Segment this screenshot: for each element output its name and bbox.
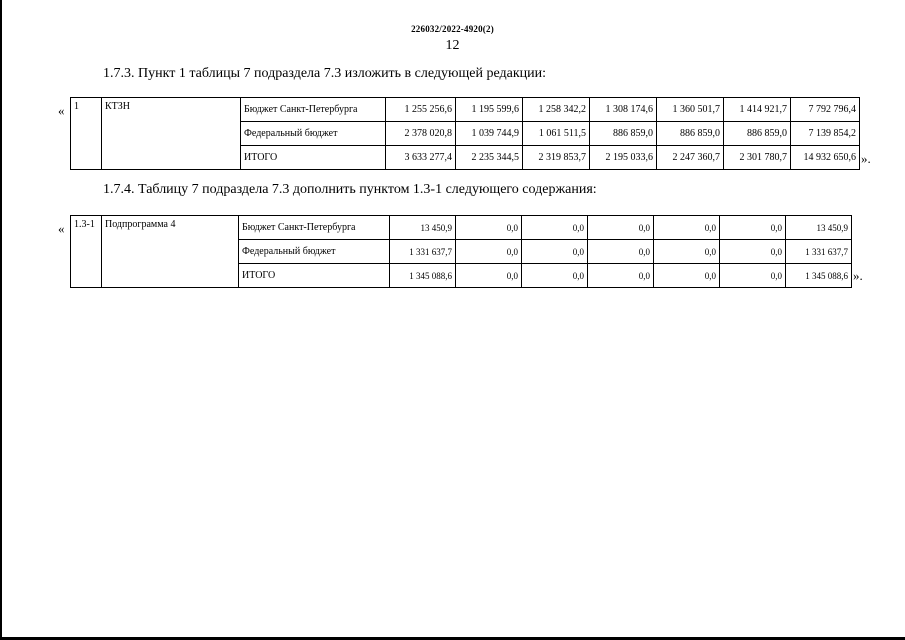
document-number: 226032/2022-4920(2): [411, 24, 494, 34]
item-name-cell: Подпрограмма 4: [102, 216, 239, 288]
section-heading-1-7-3: 1.7.3. Пункт 1 таблицы 7 подраздела 7.3 изложить в следующей редакции:: [103, 66, 547, 81]
funding-source-cell: Федеральный бюджет: [239, 240, 390, 264]
value-cell: 1 258 342,2: [523, 98, 590, 122]
value-cell: 1 255 256,6: [386, 98, 456, 122]
funding-source-cell: Бюджет Санкт-Петербурга: [241, 98, 386, 122]
value-cell: 2 378 020,8: [386, 122, 456, 146]
item-name-cell: КТЗН: [102, 98, 241, 170]
value-cell: 3 633 277,4: [386, 146, 456, 170]
funding-source-cell: ИТОГО: [239, 264, 390, 288]
budget-table-item-1-3-1: [70, 215, 852, 288]
page-frame-left: [0, 0, 2, 640]
value-cell: 0,0: [654, 216, 720, 240]
page-number: 12: [445, 38, 460, 53]
value-cell: 1 414 921,7: [724, 98, 791, 122]
total-value-cell: 13 450,9: [786, 216, 852, 240]
value-cell: 13 450,9: [390, 216, 456, 240]
value-cell: 1 331 637,7: [390, 240, 456, 264]
funding-source-cell: Бюджет Санкт-Петербурга: [239, 216, 390, 240]
funding-source-cell: ИТОГО: [241, 146, 386, 170]
value-cell: 0,0: [456, 216, 522, 240]
value-cell: 2 235 344,5: [456, 146, 523, 170]
value-cell: 0,0: [522, 216, 588, 240]
value-cell: 0,0: [588, 216, 654, 240]
section-heading-1-7-4: 1.7.4. Таблицу 7 подраздела 7.3 дополнить пунктом 1.3-1 следующего содержания:: [103, 182, 597, 197]
value-cell: 0,0: [456, 240, 522, 264]
value-cell: 2 195 033,6: [590, 146, 657, 170]
value-cell: 1 360 501,7: [657, 98, 724, 122]
open-quote: «: [58, 221, 65, 236]
value-cell: 0,0: [522, 264, 588, 288]
value-cell: 886 859,0: [724, 122, 791, 146]
value-cell: 2 319 853,7: [523, 146, 590, 170]
value-cell: 886 859,0: [590, 122, 657, 146]
budget-table-item-1: [70, 97, 860, 170]
close-quote: ».: [853, 268, 863, 283]
total-value-cell: 14 932 650,6: [791, 146, 860, 170]
value-cell: 0,0: [654, 240, 720, 264]
value-cell: 2 301 780,7: [724, 146, 791, 170]
value-cell: 0,0: [720, 240, 786, 264]
value-cell: 0,0: [720, 264, 786, 288]
total-value-cell: 1 331 637,7: [786, 240, 852, 264]
value-cell: 0,0: [456, 264, 522, 288]
value-cell: 1 195 599,6: [456, 98, 523, 122]
value-cell: 0,0: [654, 264, 720, 288]
table-row: [71, 98, 860, 122]
total-value-cell: 1 345 088,6: [786, 264, 852, 288]
table-row: [71, 216, 852, 240]
value-cell: 886 859,0: [657, 122, 724, 146]
value-cell: 0,0: [588, 264, 654, 288]
funding-source-cell: Федеральный бюджет: [241, 122, 386, 146]
value-cell: 0,0: [522, 240, 588, 264]
value-cell: 1 061 511,5: [523, 122, 590, 146]
value-cell: 0,0: [720, 216, 786, 240]
value-cell: 0,0: [588, 240, 654, 264]
total-value-cell: 7 792 796,4: [791, 98, 860, 122]
value-cell: 1 345 088,6: [390, 264, 456, 288]
close-quote: ».: [861, 151, 871, 166]
total-value-cell: 7 139 854,2: [791, 122, 860, 146]
item-number-cell: 1.3-1: [71, 216, 102, 288]
value-cell: 1 308 174,6: [590, 98, 657, 122]
value-cell: 2 247 360,7: [657, 146, 724, 170]
item-number-cell: 1: [71, 98, 102, 170]
value-cell: 1 039 744,9: [456, 122, 523, 146]
open-quote: «: [58, 103, 65, 118]
